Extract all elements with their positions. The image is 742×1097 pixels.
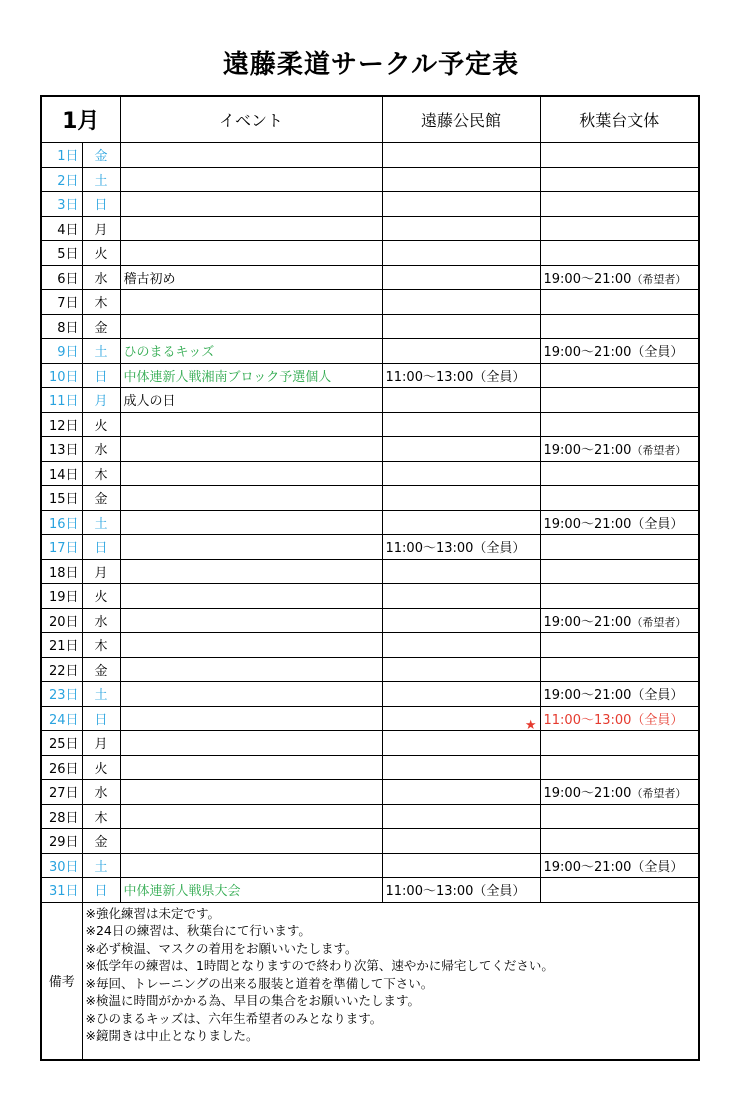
day-venue2 [540, 731, 699, 756]
venue2-time: 19:00～21:00 [543, 271, 632, 287]
day-date: 12日 [41, 412, 82, 437]
table-row [41, 216, 699, 241]
day-date: 5日 [41, 241, 82, 266]
table-row [41, 167, 699, 192]
day-weekday: 土 [82, 682, 120, 707]
table-row [41, 829, 699, 854]
day-date: 9日 [41, 339, 82, 364]
day-event [120, 241, 382, 266]
day-venue1 [382, 510, 540, 535]
day-venue1 [382, 584, 540, 609]
table-row [41, 804, 699, 829]
day-weekday: 金 [82, 314, 120, 339]
venue2-time: 19:00～21:00（全員） [543, 859, 684, 875]
day-date: 15日 [41, 486, 82, 511]
venue1-time: 11:00～13:00（全員） [385, 369, 526, 385]
day-venue2 [540, 608, 699, 633]
table-row [41, 290, 699, 315]
day-venue2 [540, 192, 699, 217]
table-row [41, 461, 699, 486]
day-venue1 [382, 241, 540, 266]
day-weekday: 火 [82, 412, 120, 437]
day-event [120, 608, 382, 633]
table-row [41, 706, 699, 731]
day-venue2 [540, 241, 699, 266]
day-event: 中体連新人戦湘南ブロック予選個人 [120, 363, 382, 388]
day-date: 14日 [41, 461, 82, 486]
note-line: ※毎回、トレーニングの出来る服装と道着を準備して下さい。 [85, 975, 434, 991]
day-weekday: 金 [82, 657, 120, 682]
day-venue2 [540, 559, 699, 584]
day-venue2 [540, 363, 699, 388]
day-venue2 [540, 143, 699, 168]
day-date: 26日 [41, 755, 82, 780]
notes-label: 備考 [41, 902, 82, 1060]
day-weekday: 木 [82, 804, 120, 829]
day-venue2 [540, 584, 699, 609]
day-date: 27日 [41, 780, 82, 805]
day-date: 2日 [41, 167, 82, 192]
day-event [120, 780, 382, 805]
day-venue1 [382, 535, 540, 560]
day-weekday: 火 [82, 755, 120, 780]
day-weekday: 火 [82, 584, 120, 609]
table-row [41, 437, 699, 462]
day-venue1 [382, 706, 540, 731]
day-weekday: 木 [82, 290, 120, 315]
table-row [41, 314, 699, 339]
venue1-time: 11:00～13:00（全員） [385, 884, 526, 900]
day-event [120, 535, 382, 560]
day-venue2 [540, 437, 699, 462]
day-date: 17日 [41, 535, 82, 560]
day-venue1 [382, 853, 540, 878]
table-row [41, 535, 699, 560]
day-event [120, 829, 382, 854]
table-row [41, 339, 699, 364]
table-row [41, 510, 699, 535]
day-venue1 [382, 265, 540, 290]
day-event [120, 510, 382, 535]
table-row [41, 731, 699, 756]
day-weekday: 木 [82, 633, 120, 658]
venue2-time: 19:00～21:00 [543, 443, 632, 459]
table-row [41, 192, 699, 217]
day-event [120, 486, 382, 511]
day-venue1 [382, 682, 540, 707]
day-venue2 [540, 461, 699, 486]
day-event [120, 706, 382, 731]
day-date: 28日 [41, 804, 82, 829]
table-row [41, 584, 699, 609]
day-weekday: 火 [82, 241, 120, 266]
table-row [41, 143, 699, 168]
day-weekday: 月 [82, 559, 120, 584]
venue1-column-header: 遠藤公民館 [382, 96, 540, 143]
day-event: ひのまるキッズ [120, 339, 382, 364]
table-row [41, 755, 699, 780]
table-row [41, 486, 699, 511]
venue2-note: （希望者） [631, 272, 687, 286]
table-row [41, 265, 699, 290]
day-venue1 [382, 339, 540, 364]
day-event: 稽古初め [120, 265, 382, 290]
note-line: ※低学年の練習は、1時間となりますので終わり次第、速やかに帰宅してください。 [85, 958, 554, 973]
day-weekday: 水 [82, 608, 120, 633]
day-venue2 [540, 682, 699, 707]
day-date: 31日 [41, 878, 82, 903]
day-venue1 [382, 755, 540, 780]
day-date: 13日 [41, 437, 82, 462]
day-event [120, 633, 382, 658]
day-event [120, 853, 382, 878]
day-weekday: 土 [82, 167, 120, 192]
day-event [120, 461, 382, 486]
day-venue2 [540, 535, 699, 560]
day-venue2 [540, 216, 699, 241]
day-event [120, 143, 382, 168]
table-row [41, 241, 699, 266]
day-weekday: 月 [82, 731, 120, 756]
day-date: 19日 [41, 584, 82, 609]
day-event: 中体連新人戦県大会 [120, 878, 382, 903]
day-event [120, 559, 382, 584]
day-date: 8日 [41, 314, 82, 339]
page-title: 遠藤柔道サークル予定表 [222, 50, 520, 80]
table-row [41, 559, 699, 584]
day-venue1 [382, 633, 540, 658]
day-event [120, 731, 382, 756]
day-date: 20日 [41, 608, 82, 633]
day-venue2 [540, 755, 699, 780]
day-venue2 [540, 633, 699, 658]
day-event [120, 682, 382, 707]
event-column-header: イベント [120, 96, 382, 143]
day-venue1 [382, 388, 540, 413]
day-venue1 [382, 314, 540, 339]
day-venue1 [382, 290, 540, 315]
day-weekday: 金 [82, 143, 120, 168]
day-venue2 [540, 167, 699, 192]
day-venue2 [540, 878, 699, 903]
day-weekday: 木 [82, 461, 120, 486]
day-date: 24日 [41, 706, 82, 731]
day-venue2 [540, 510, 699, 535]
day-venue2 [540, 314, 699, 339]
day-venue1 [382, 804, 540, 829]
table-row [41, 878, 699, 903]
day-date: 10日 [41, 363, 82, 388]
day-event [120, 755, 382, 780]
day-venue2 [540, 829, 699, 854]
day-event [120, 657, 382, 682]
day-date: 29日 [41, 829, 82, 854]
day-venue2 [540, 853, 699, 878]
day-venue1 [382, 829, 540, 854]
day-venue2 [540, 412, 699, 437]
day-date: 25日 [41, 731, 82, 756]
day-weekday: 土 [82, 339, 120, 364]
month-header: 1月 [41, 96, 120, 143]
notes-body [82, 902, 699, 1060]
day-date: 4日 [41, 216, 82, 241]
notes-row [41, 902, 699, 1060]
day-event: 成人の日 [120, 388, 382, 413]
note-line: ※検温に時間がかかる為、早目の集合をお願いいたします。 [85, 993, 420, 1008]
day-venue1 [382, 216, 540, 241]
day-venue1 [382, 192, 540, 217]
day-venue2 [540, 780, 699, 805]
day-venue2 [540, 265, 699, 290]
day-weekday: 土 [82, 510, 120, 535]
day-event [120, 412, 382, 437]
day-date: 30日 [41, 853, 82, 878]
day-weekday: 金 [82, 486, 120, 511]
venue1-time: 11:00～13:00（全員） [385, 541, 526, 557]
day-weekday: 金 [82, 829, 120, 854]
day-date: 18日 [41, 559, 82, 584]
table-row [41, 682, 699, 707]
table-row [41, 388, 699, 413]
venue2-time: 19:00～21:00 [543, 614, 632, 630]
day-venue2 [540, 706, 699, 731]
day-date: 11日 [41, 388, 82, 413]
table-row [41, 608, 699, 633]
day-date: 23日 [41, 682, 82, 707]
day-venue1 [382, 559, 540, 584]
day-weekday: 土 [82, 853, 120, 878]
table-row [41, 363, 699, 388]
day-venue1 [382, 608, 540, 633]
day-event [120, 437, 382, 462]
day-weekday: 日 [82, 363, 120, 388]
day-venue2 [540, 804, 699, 829]
day-venue2 [540, 388, 699, 413]
schedule-table [40, 95, 700, 1061]
day-event [120, 290, 382, 315]
table-row [41, 633, 699, 658]
day-venue1 [382, 437, 540, 462]
day-event [120, 804, 382, 829]
note-line: ※鏡開きは中止となりました。 [85, 1028, 259, 1043]
day-venue1 [382, 486, 540, 511]
note-line: ※ひのまるキッズは、六年生希望者のみとなります。 [85, 1010, 383, 1026]
day-event [120, 584, 382, 609]
day-weekday: 日 [82, 192, 120, 217]
day-weekday: 水 [82, 437, 120, 462]
venue2-note: （希望者） [631, 615, 687, 629]
venue2-time: 19:00～21:00（全員） [543, 345, 684, 361]
venue2-note: （希望者） [631, 444, 687, 458]
day-venue2 [540, 657, 699, 682]
table-row [41, 657, 699, 682]
day-event [120, 192, 382, 217]
day-date: 22日 [41, 657, 82, 682]
venue2-column-header: 秋葉台文体 [540, 96, 699, 143]
day-weekday: 月 [82, 388, 120, 413]
day-weekday: 月 [82, 216, 120, 241]
note-line: ※24日の練習は、秋葉台にて行います。 [85, 923, 311, 938]
day-date: 7日 [41, 290, 82, 315]
header-row [41, 96, 699, 143]
day-date: 6日 [41, 265, 82, 290]
day-weekday: 水 [82, 780, 120, 805]
day-event [120, 167, 382, 192]
table-row [41, 780, 699, 805]
day-venue1 [382, 657, 540, 682]
day-venue2 [540, 486, 699, 511]
day-venue1 [382, 731, 540, 756]
day-venue2 [540, 290, 699, 315]
venue2-time: 19:00～21:00（全員） [543, 688, 684, 704]
note-line: ※必ず検温、マスクの着用をお願いいたします。 [85, 940, 358, 956]
day-date: 21日 [41, 633, 82, 658]
day-weekday: 日 [82, 878, 120, 903]
day-venue1 [382, 412, 540, 437]
day-venue1 [382, 780, 540, 805]
day-venue2 [540, 339, 699, 364]
day-event [120, 216, 382, 241]
venue2-time: 11:00～13:00（全員） [543, 712, 684, 728]
day-venue1 [382, 461, 540, 486]
star-icon: ★ [524, 718, 537, 731]
venue2-note: （希望者） [631, 787, 687, 801]
day-weekday: 日 [82, 706, 120, 731]
venue2-time: 19:00～21:00 [543, 786, 632, 802]
day-date: 16日 [41, 510, 82, 535]
day-venue1 [382, 167, 540, 192]
day-venue1 [382, 878, 540, 903]
venue2-time: 19:00～21:00（全員） [543, 516, 684, 532]
day-venue1 [382, 143, 540, 168]
day-weekday: 水 [82, 265, 120, 290]
day-date: 3日 [41, 192, 82, 217]
table-row [41, 412, 699, 437]
day-weekday: 日 [82, 535, 120, 560]
day-venue1 [382, 363, 540, 388]
table-row [41, 853, 699, 878]
day-event [120, 314, 382, 339]
day-date: 1日 [41, 143, 82, 168]
note-line: ※強化練習は未定です。 [85, 905, 220, 921]
